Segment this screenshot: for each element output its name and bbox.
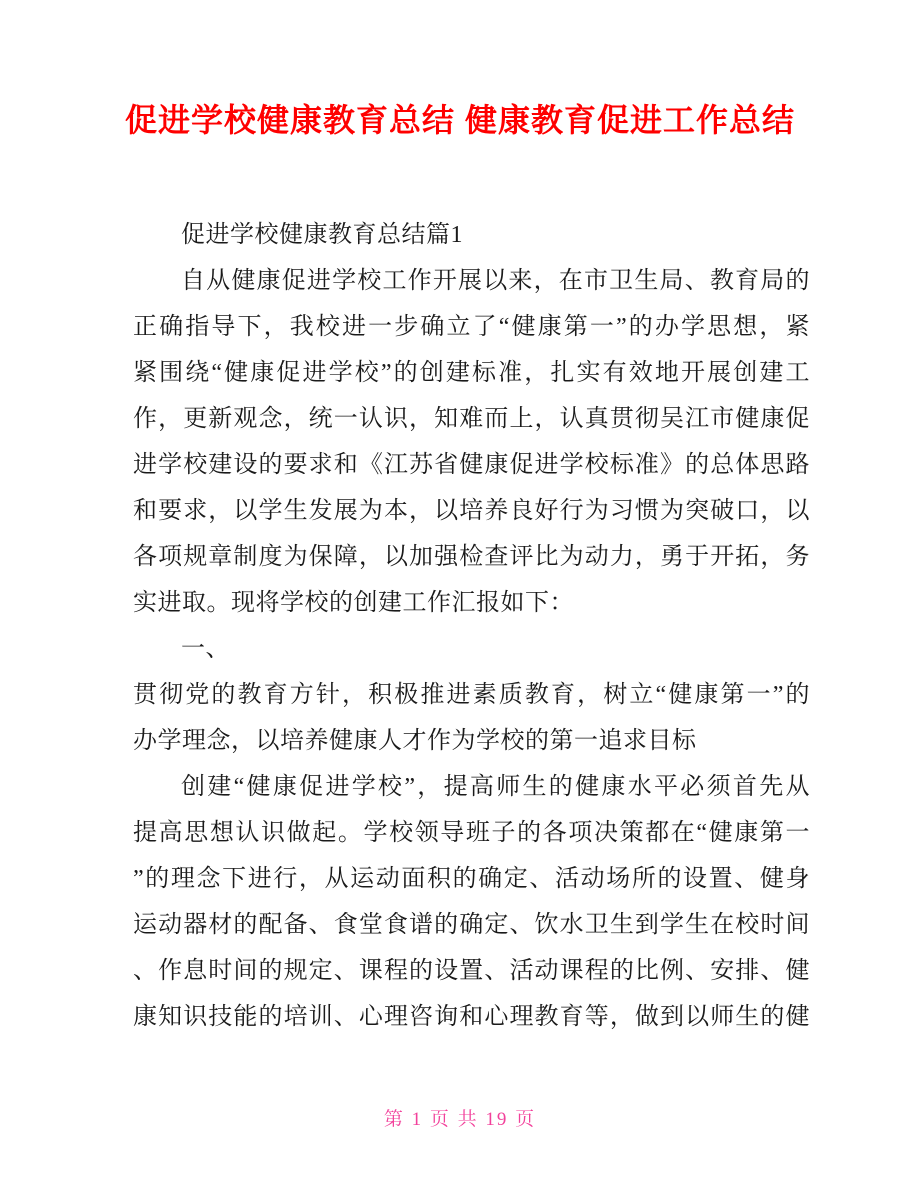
- body-line: 、作息时间的规定、课程的设置、活动课程的比例、安排、健: [133, 958, 810, 984]
- body-line: 正确指导下，我校进一步确立了“健康第一”的办学思想，紧: [133, 314, 810, 340]
- body-line: 促进学校健康教育总结篇1: [181, 222, 463, 248]
- document-body: [133, 212, 810, 1040]
- document-title: 促进学校健康教育总结 健康教育促进工作总结: [125, 102, 795, 138]
- body-line: 康知识技能的培训、心理咨询和心理教育等，做到以师生的健: [133, 1004, 810, 1030]
- body-line: 进学校建设的要求和《江苏省健康促进学校标准》的总体思路: [133, 452, 810, 478]
- body-line: 紧围绕“健康促进学校”的创建标准，扎实有效地开展创建工: [133, 360, 810, 386]
- page-number-footer: 第 1 页 共 19 页: [383, 1109, 537, 1130]
- body-line: 实进取。现将学校的创建工作汇报如下：: [133, 590, 574, 616]
- body-line: 作，更新观念，统一认识，知难而上，认真贯彻吴江市健康促: [133, 406, 810, 432]
- body-line: 一、: [181, 636, 230, 662]
- body-line: 和要求，以学生发展为本，以培养良好行为习惯为突破口，以: [133, 498, 810, 524]
- body-line: 办学理念，以培养健康人才作为学校的第一追求目标: [133, 728, 697, 754]
- body-line: 贯彻党的教育方针，积极推进素质教育，树立“健康第一”的: [133, 682, 810, 708]
- body-line: 创建“健康促进学校”，提高师生的健康水平必须首先从: [181, 774, 810, 800]
- body-line: ”的理念下进行，从运动面积的确定、活动场所的设置、健身: [133, 866, 810, 892]
- body-line: 运动器材的配备、食堂食谱的确定、饮水卫生到学生在校时间: [133, 912, 810, 938]
- body-line: 各项规章制度为保障，以加强检查评比为动力，勇于开拓，务: [133, 544, 810, 570]
- body-line: 自从健康促进学校工作开展以来，在市卫生局、教育局的: [181, 268, 810, 294]
- body-line: 提高思想认识做起。学校领导班子的各项决策都在“健康第一: [133, 820, 810, 846]
